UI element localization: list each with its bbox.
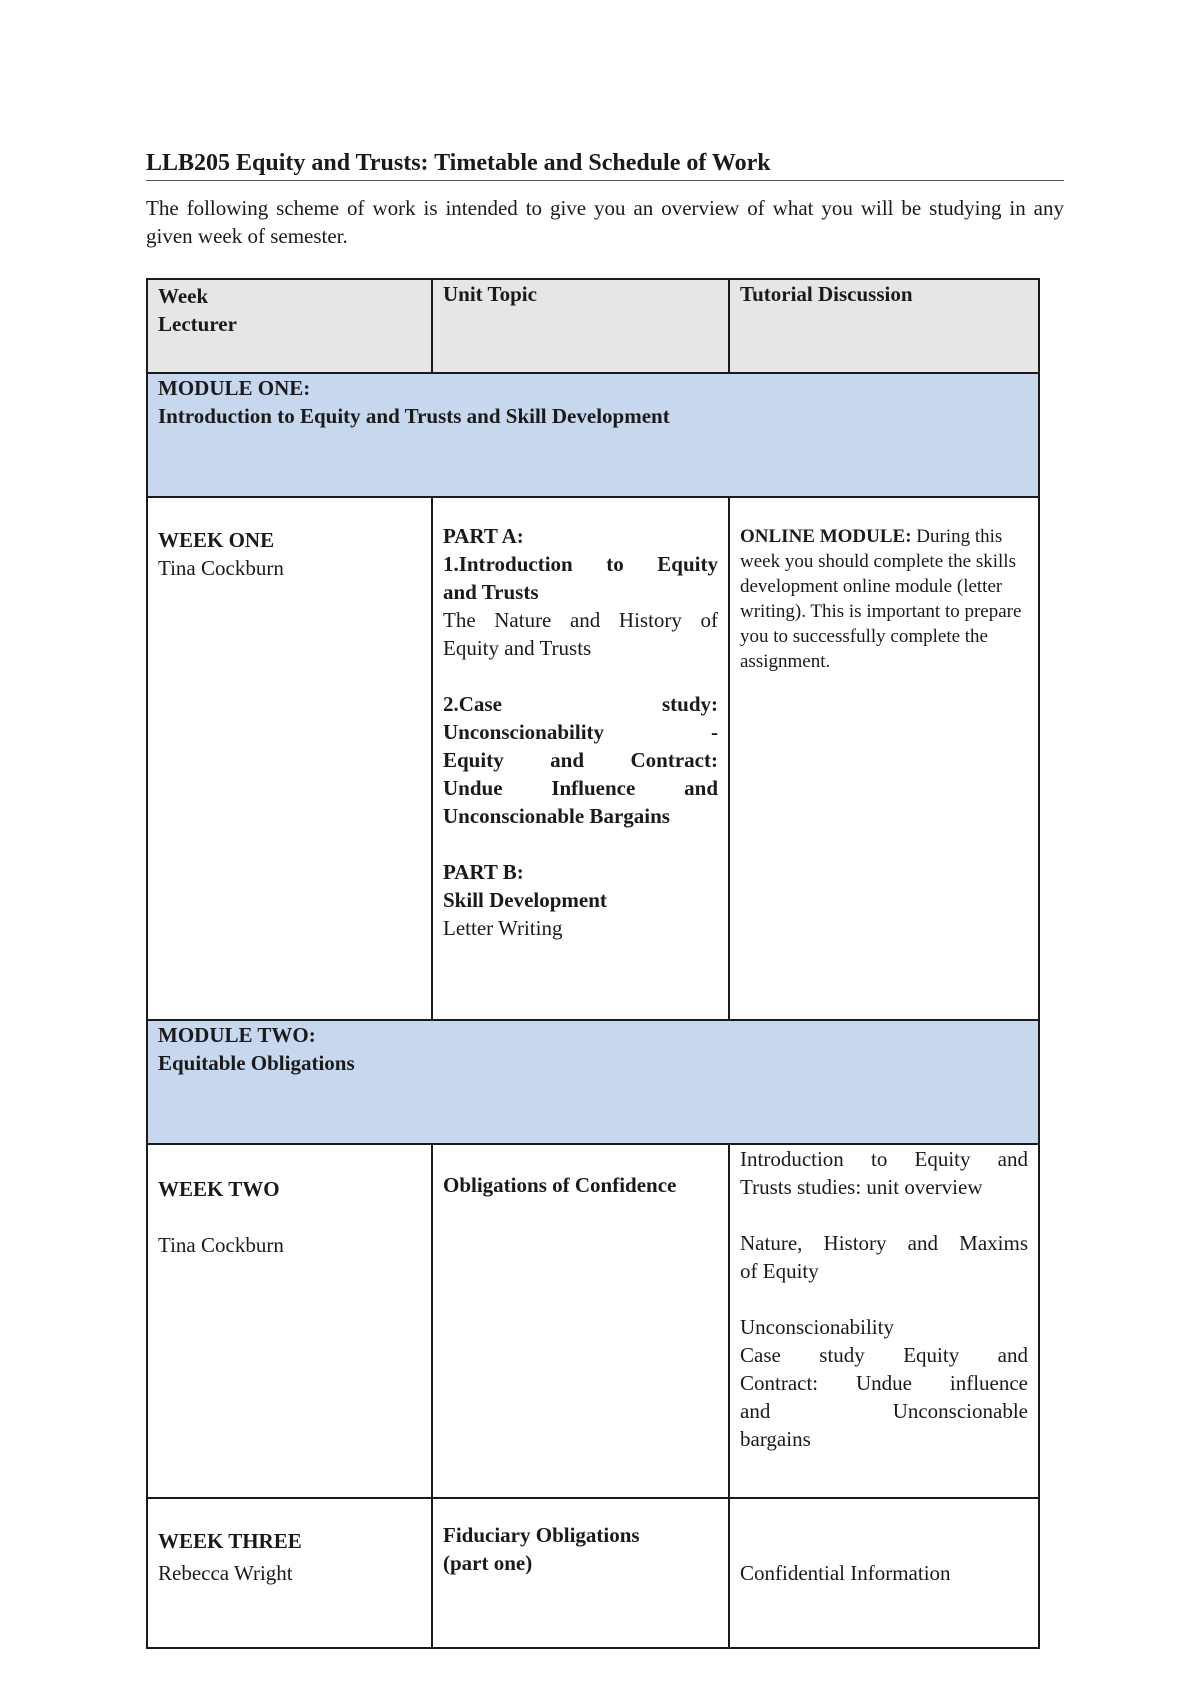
- week-one-topic2-line4: Undue Influence and: [443, 776, 718, 800]
- week-three-label: WEEK THREE: [158, 1529, 302, 1553]
- week-one-topic2-line3: Equity and Contract:: [443, 748, 718, 772]
- module-one-label: MODULE ONE:: [158, 376, 311, 400]
- module-one-cell: [147, 373, 1039, 497]
- week-one-tutorial-bold: ONLINE MODULE:: [740, 526, 917, 547]
- week-two-tutorial-4-line3: and Unconscionable: [740, 1399, 1028, 1423]
- module-two-cell: [147, 1020, 1039, 1144]
- module-two-label: MODULE TWO:: [158, 1023, 316, 1047]
- week-one-skill-desc: Letter Writing: [443, 916, 563, 940]
- module-one-name: Introduction to Equity and Trusts and Skill Development: [158, 404, 670, 428]
- intro-paragraph: The following scheme of work is intended to give you an overview of what you will be studying in any given week of semester.: [146, 196, 1064, 248]
- week-two-tutorial-4-line2: Contract: Undue influence: [740, 1371, 1028, 1395]
- week-one-lecturer: Tina Cockburn: [158, 556, 284, 580]
- header-week: Week: [158, 284, 209, 308]
- header-unit-topic: Unit Topic: [432, 279, 729, 373]
- week-one-tutorial-cell: [729, 497, 1039, 1020]
- header-week-lecturer: [147, 279, 432, 373]
- header-lecturer: Lecturer: [158, 312, 237, 336]
- table-header-row: [147, 279, 1039, 373]
- week-one-part-a: PART A:: [443, 524, 524, 548]
- week-three-topic-line2: (part one): [443, 1551, 533, 1575]
- week-two-tutorial-2-line1: Nature, History and Maxims: [740, 1231, 1028, 1255]
- week-one-topic2-line2: Unconscionability -: [443, 720, 718, 744]
- week-two-tutorial-1-line1: Introduction to Equity and: [740, 1147, 1028, 1171]
- week-one-skill-title: Skill Development: [443, 888, 607, 912]
- week-three-lecturer: Rebecca Wright: [158, 1561, 293, 1585]
- week-one-week-cell: [147, 497, 432, 1020]
- week-two-week-cell: [147, 1144, 432, 1498]
- week-two-label: WEEK TWO: [158, 1177, 280, 1201]
- week-two-tutorial-2-line2: of Equity: [740, 1259, 819, 1283]
- week-one-tutorial-text: During this week you should complete the skills development online module (letter writing). This is important to prepare you to successfully complete the assignment.: [740, 526, 1022, 672]
- week-three-topic-line1: Fiduciary Obligations: [443, 1523, 640, 1547]
- week-one-topic-cell: [432, 497, 729, 1020]
- week-one-row: [147, 497, 1039, 1020]
- week-one-topic2-line1: 2.Case study:: [443, 692, 718, 716]
- week-two-row: [147, 1144, 1039, 1498]
- week-one-topic1-line1: 1.Introduction to Equity: [443, 552, 718, 576]
- week-two-tutorial-3: Unconscionability: [740, 1315, 894, 1339]
- module-one-row: [147, 373, 1039, 497]
- week-two-tutorial-4-line4: bargains: [740, 1427, 811, 1451]
- week-three-topic-cell: [432, 1498, 729, 1648]
- week-two-tutorial-1-line2: Trusts studies: unit overview: [740, 1175, 983, 1199]
- document-title: LLB205 Equity and Trusts: Timetable and Schedule of Work: [146, 148, 1064, 181]
- week-two-lecturer: Tina Cockburn: [158, 1233, 284, 1257]
- week-two-topic-cell: [432, 1144, 729, 1498]
- week-one-part-b: PART B:: [443, 860, 524, 884]
- week-one-topic1-line2: and Trusts: [443, 580, 539, 604]
- module-two-name: Equitable Obligations: [158, 1051, 355, 1075]
- header-tutorial-discussion: Tutorial Discussion: [729, 279, 1039, 373]
- week-two-tutorial-cell: [729, 1144, 1039, 1498]
- schedule-table: [146, 278, 1040, 1649]
- module-two-row: [147, 1020, 1039, 1144]
- week-three-week-cell: [147, 1498, 432, 1648]
- week-three-tutorial-cell: [729, 1498, 1039, 1648]
- week-one-topic2-line5: Unconscionable Bargains: [443, 804, 670, 828]
- week-three-row: [147, 1498, 1039, 1648]
- week-one-topic1-desc-line2: Equity and Trusts: [443, 636, 592, 660]
- week-one-topic1-desc-line1: The Nature and History of: [443, 608, 718, 632]
- week-three-tutorial: Confidential Information: [740, 1561, 951, 1585]
- week-two-topic: Obligations of Confidence: [443, 1173, 677, 1197]
- week-two-tutorial-4-line1: Case study Equity and: [740, 1343, 1028, 1367]
- week-one-label: WEEK ONE: [158, 528, 275, 552]
